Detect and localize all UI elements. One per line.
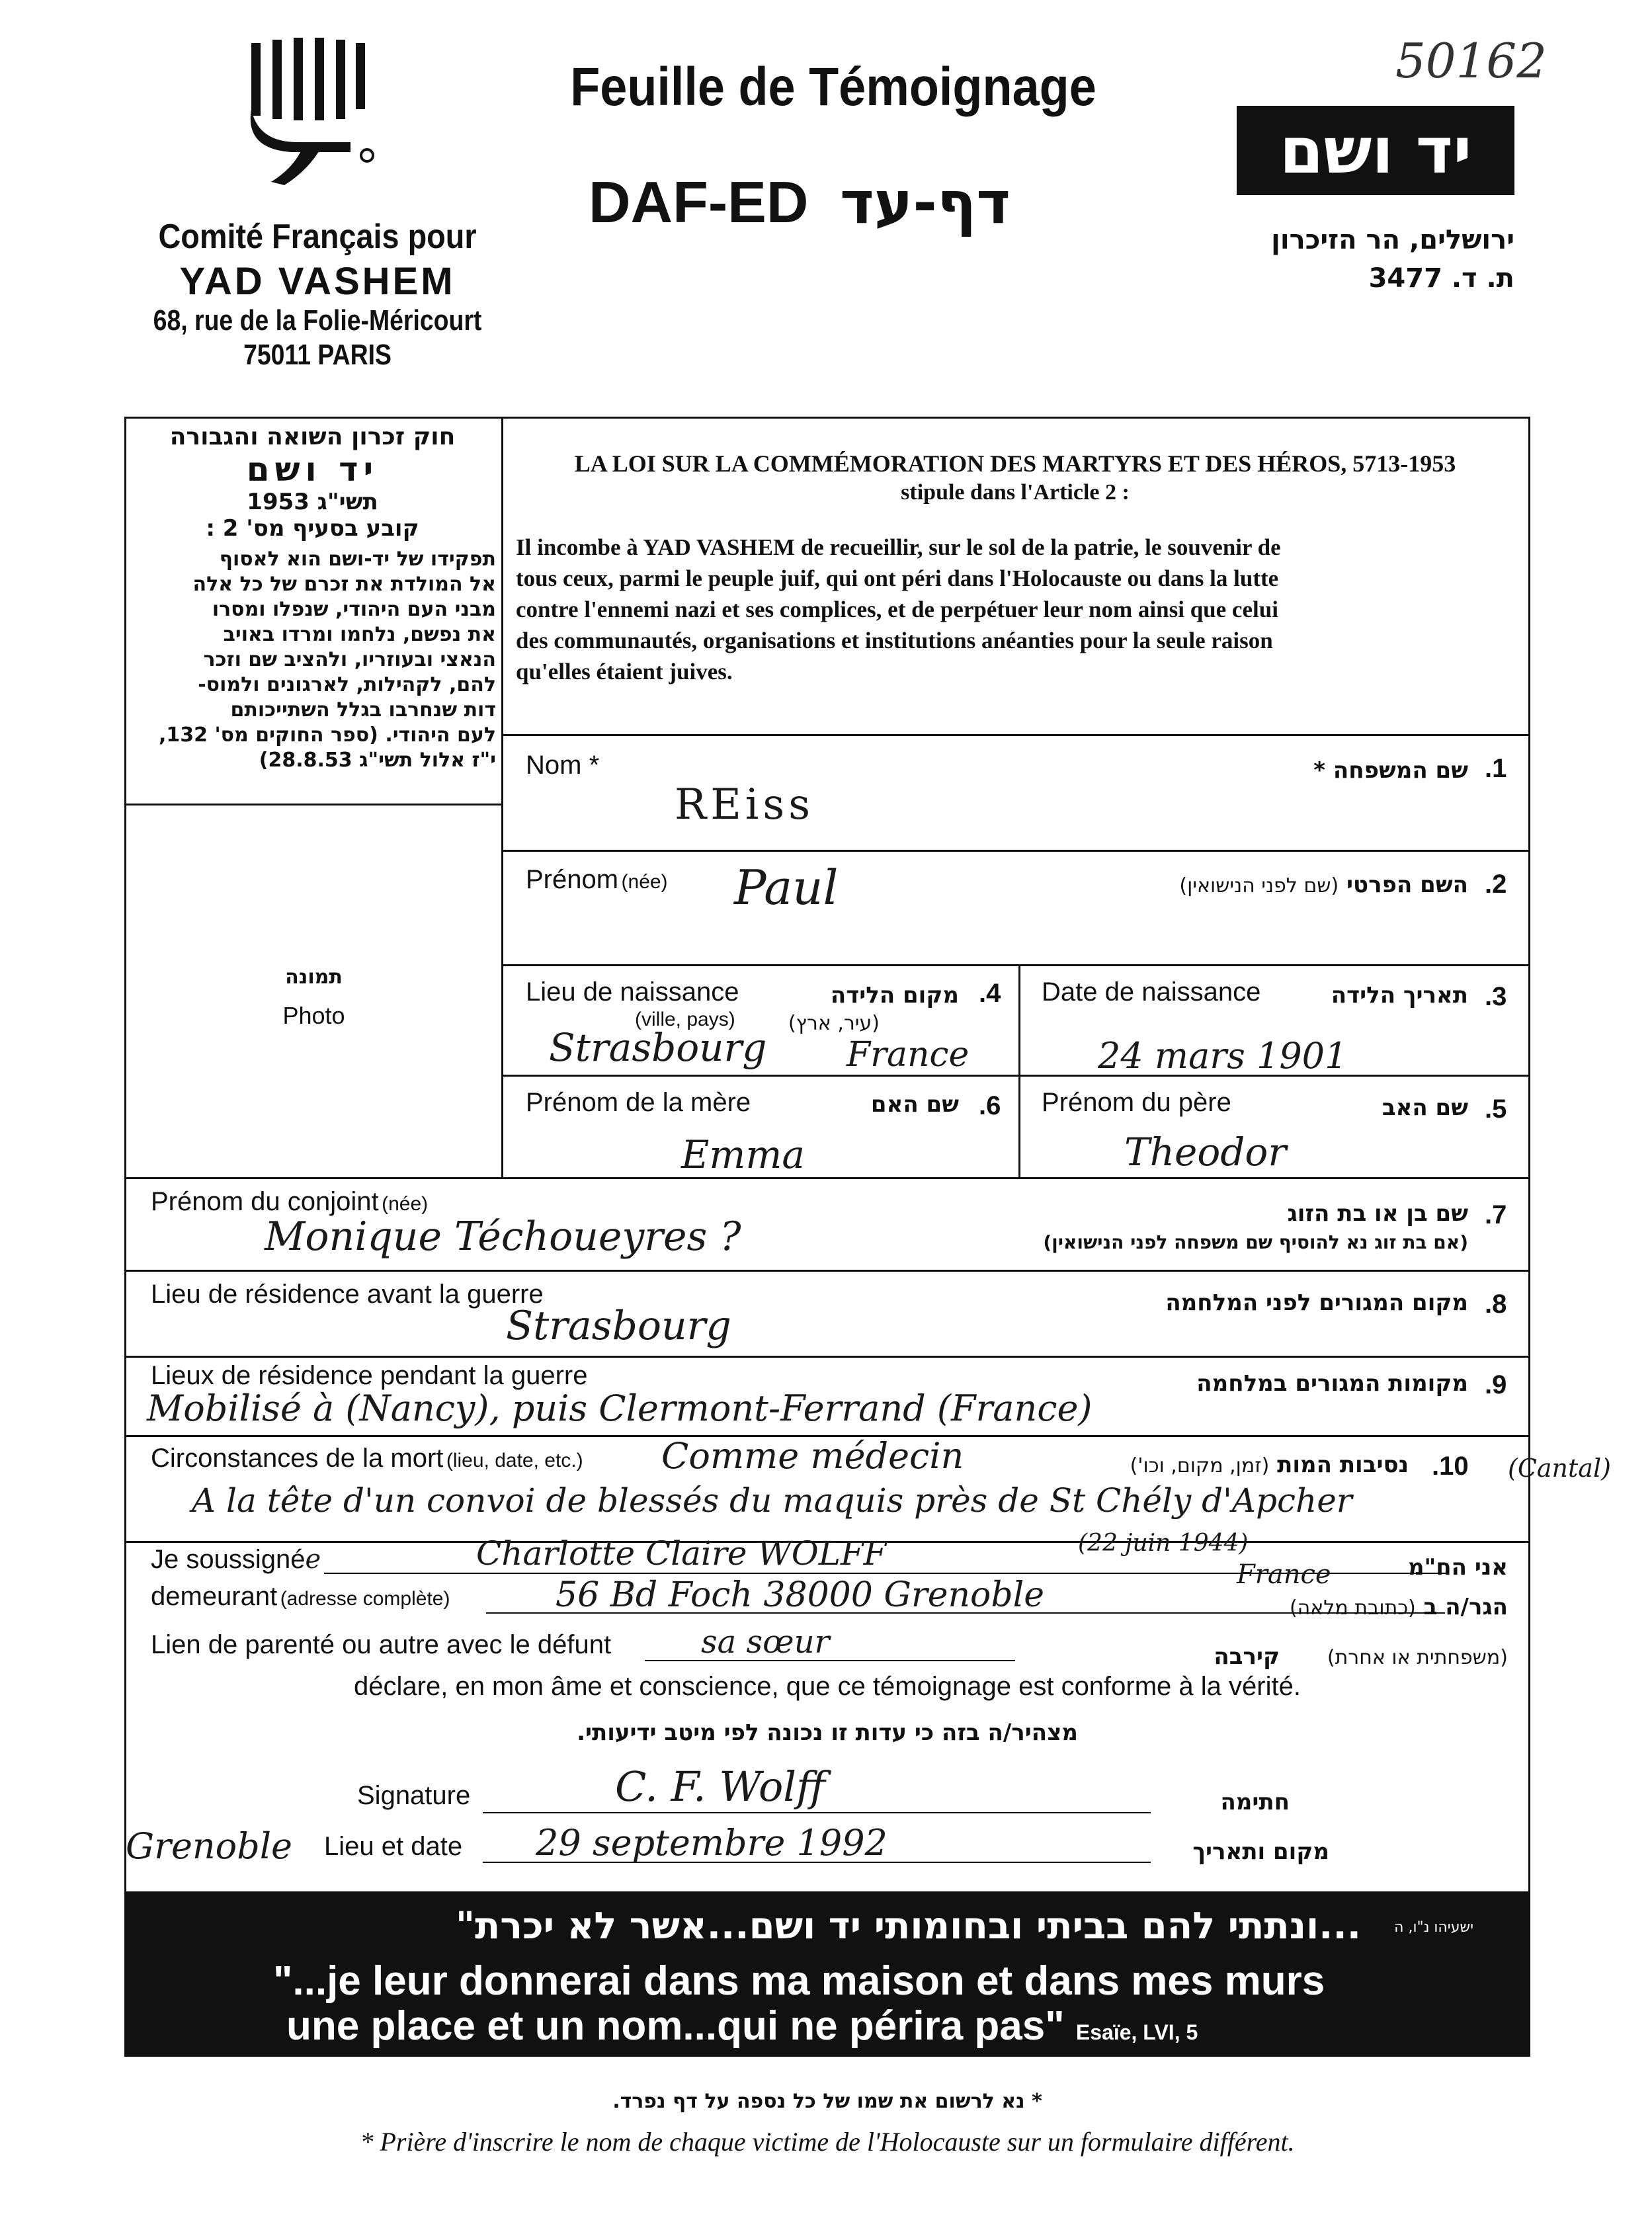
law-right-subtitle: stipule dans l'Article 2 : xyxy=(901,480,1130,505)
law-left-body-line: דות שנחרבו בגלל השתייכותם xyxy=(230,698,496,722)
conjoint-note: (née) xyxy=(382,1193,429,1215)
prenom-pere-value: Theodor xyxy=(1124,1130,1287,1175)
lien-value: sa sœur xyxy=(701,1624,830,1661)
conjoint-label-group xyxy=(151,1187,428,1217)
law-right-body-line: tous ceux, parmi le peuple juif, qui ont péri dans l'Holocauste ou dans la lutte xyxy=(516,565,1279,591)
date-naissance-number: .3 xyxy=(1485,982,1507,1011)
law-right-body-line: contre l'ennemi nazi et ses complices, et de perpétuer leur nom ainsi que celui xyxy=(516,597,1278,622)
circonstances-label: Circonstances de la mort xyxy=(151,1444,444,1473)
lieu-naissance-number: .4 xyxy=(979,979,1001,1008)
committee-address-street: 68, rue de la Folie-Méricourt xyxy=(153,304,482,337)
residence-avant-value: Strasbourg xyxy=(506,1303,731,1349)
law-right-title: LA LOI SUR LA COMMÉMORATION DES MARTYRS ET DES HÉROS, 5713-1953 xyxy=(574,450,1456,477)
footer-french: * Prière d'inscrire le nom de chaque victime de l'Holocauste sur un formulaire différent. xyxy=(360,2127,1295,2157)
law-left-body-line: אל המולדת את זכרם של כל אלה xyxy=(192,573,496,596)
law-right-body-line: des communautés, organisations et institutions anéanties pour la seule raison xyxy=(516,628,1273,653)
daf-ed-latin: DAF-ED xyxy=(589,169,809,235)
nom-number: .1 xyxy=(1485,754,1507,783)
conjoint-label-hebrew: שם בן או בת הזוג xyxy=(1287,1200,1468,1227)
signature-label: Signature xyxy=(357,1781,471,1810)
lieu-naissance-city-value: Strasbourg xyxy=(549,1025,767,1070)
nom-label-hebrew: שם המשפחה * xyxy=(1313,757,1468,784)
footer-hebrew: * נא לרשום את שמו של כל נספה על דף נפרד. xyxy=(612,2090,1042,2113)
residence-pendant-number: .9 xyxy=(1485,1370,1507,1399)
banner-french-line2-text: une place et un nom...qui ne périra pas" xyxy=(286,2003,1065,2049)
banner-french-line2 xyxy=(286,2003,1198,2049)
soussigne-label-hebrew: אני הח"מ xyxy=(1407,1554,1508,1581)
lieu-naissance-label-hebrew: מקום הלידה xyxy=(830,982,959,1009)
conjoint-number: .7 xyxy=(1485,1200,1507,1229)
prenom-number: .2 xyxy=(1485,870,1507,899)
date-naissance-label-hebrew: תאריך הלידה xyxy=(1331,982,1468,1009)
lieu-date-prefix: Grenoble xyxy=(126,1825,292,1867)
law-left-body-line: הנאצי ובעוזריו, ולהציב שם וזכר xyxy=(203,648,496,671)
signature-label-hebrew: חתימה xyxy=(1220,1789,1290,1815)
law-left-body-line: מבני העם היהודי, שנפלו ומסרו xyxy=(212,598,496,621)
law-left-line4: קובע בסעיף מס' 2 : xyxy=(206,515,419,542)
signature-value: C. F. Wolff xyxy=(615,1762,826,1811)
committee-address-city: 75011 PARIS xyxy=(243,339,392,371)
residence-avant-number: .8 xyxy=(1485,1290,1507,1319)
residence-avant-label-hebrew: מקום המגורים לפני המלחמה xyxy=(1165,1290,1468,1316)
demeurant-label-hebrew-note: (כתובת מלאה) xyxy=(1289,1596,1416,1620)
law-left-body-line: להם, לקהילות, לארגונים ולמוס- xyxy=(198,673,496,696)
jerusalem-address: ירושלים, הר הזיכרון xyxy=(1271,225,1514,255)
law-right-body-line: qu'elles étaient juives. xyxy=(516,659,733,684)
banner-hebrew: ...ונתתי להם בביתי ובחומותי יד ושם...אשר לא יכרת" xyxy=(455,1905,1361,1948)
demeurant-label-group xyxy=(151,1582,450,1612)
daf-ed-hebrew: דף-עד xyxy=(840,169,1011,237)
lien-label-hebrew-note: (משפחתית או אחרת) xyxy=(1327,1646,1508,1669)
banner-hebrew-ref: ישעיהו נ"ו, ה xyxy=(1394,1919,1473,1936)
lieu-naissance-country-value: France xyxy=(847,1035,970,1075)
prenom-label-hebrew-note: (שם לפני הנישואין) xyxy=(1179,874,1339,897)
committee-name: YAD VASHEM xyxy=(179,260,456,303)
prenom-pere-label-hebrew: שם האב xyxy=(1382,1094,1468,1121)
circonstances-label-hebrew-main: נסיבות המות xyxy=(1277,1452,1409,1478)
lien-label: Lien de parenté ou autre avec le défunt xyxy=(151,1630,612,1659)
lien-label-hebrew-main: קירבה xyxy=(1214,1643,1280,1670)
law-left-line3: תשי"ג 1953 xyxy=(247,489,378,515)
committee-line: Comité Français pour xyxy=(158,218,477,256)
prenom-pere-number: .5 xyxy=(1485,1094,1507,1124)
lieu-date-label-hebrew: מקום ותאריך xyxy=(1192,1838,1329,1865)
photo-label: Photo xyxy=(282,1002,345,1029)
hebrew-logo-text: יד ושם xyxy=(1279,113,1472,188)
demeurant-label-hebrew xyxy=(1230,1594,1508,1620)
lieu-date-label: Lieu et date xyxy=(324,1832,463,1861)
prenom-mere-label-hebrew: שם האם xyxy=(870,1091,959,1118)
lieu-naissance-sub-hebrew: (עיר, ארץ) xyxy=(788,1012,880,1035)
law-right-body-line: Il incombe à YAD VASHEM de recueillir, sur le sol de la patrie, le souvenir de xyxy=(516,534,1281,560)
lieu-naissance-label: Lieu de naissance xyxy=(526,977,739,1007)
law-left-line1: חוק זכרון השואה והגבורה xyxy=(169,423,456,450)
circonstances-label-hebrew xyxy=(1124,1452,1409,1478)
circonstances-note: (lieu, date, etc.) xyxy=(446,1450,583,1471)
soussigne-label-text: Je soussigné xyxy=(151,1545,306,1574)
circonstances-label-hebrew-note: (זמן, מקום, וכו') xyxy=(1130,1454,1270,1477)
circonstances-value-line1: Comme médecin xyxy=(661,1435,964,1477)
soussigne-value: Charlotte Claire WOLFF xyxy=(476,1534,887,1573)
prenom-label-hebrew-main: השם הפרטי xyxy=(1346,872,1468,898)
declaration-hebrew: מצהיר/ה בזה כי עדות זו נכונה לפי מיטב ידיעותי. xyxy=(577,1719,1078,1746)
law-left-line2: יד ושם xyxy=(246,450,379,489)
conjoint-note-hebrew: (אם בת זוג נא להוסיף שם משפחה לפני הנישואין) xyxy=(1043,1231,1468,1253)
form-title: Feuille de Témoignage xyxy=(570,57,1096,117)
prenom-mere-number: .6 xyxy=(979,1091,1001,1120)
photo-label-hebrew: תמונה xyxy=(285,966,343,989)
law-right-french xyxy=(516,450,1514,687)
declaration-french: déclare, en mon âme et conscience, que ce témoignage est conforme à la vérité. xyxy=(354,1672,1301,1701)
demeurant-value-country: France xyxy=(1237,1559,1331,1590)
date-naissance-value: 24 mars 1901 xyxy=(1098,1035,1348,1077)
law-left-body-line: תפקידו של יד-ושם הוא לאסוף xyxy=(219,548,496,571)
law-left-hebrew xyxy=(129,423,496,773)
date-naissance-label: Date de naissance xyxy=(1042,977,1261,1007)
law-left-body-line: לעם היהודי. (ספר החוקים מס' 132, xyxy=(159,723,496,747)
yad-vashem-menorah-logo xyxy=(245,36,377,188)
conjoint-value: Monique Téchoueyres ? xyxy=(265,1214,741,1260)
law-right-body xyxy=(516,532,1514,687)
prenom-value: Paul xyxy=(734,860,839,915)
po-box: ת. ד. 3477 xyxy=(1368,263,1514,294)
demeurant-label-hebrew-main: הגר/ה ב xyxy=(1423,1594,1508,1620)
nom-value: REiss xyxy=(675,780,815,829)
prenom-note: (née) xyxy=(621,871,668,893)
prenom-label: Prénom xyxy=(526,865,619,894)
law-left-body-line: י"ז אלול תשי"ג 28.8.53) xyxy=(259,749,496,772)
residence-pendant-label-hebrew: מקומות המגורים במלחמה xyxy=(1196,1370,1468,1397)
lien-label-hebrew xyxy=(1177,1643,1508,1670)
demeurant-note: (adresse complète) xyxy=(280,1588,450,1610)
prenom-pere-label: Prénom du père xyxy=(1042,1088,1231,1117)
lieu-naissance-sub: (ville, pays) xyxy=(635,1009,735,1030)
prenom-mere-value: Emma xyxy=(681,1132,805,1177)
soussigne-note: (22 juin 1944) xyxy=(1078,1530,1249,1557)
hebrew-logo-box xyxy=(1237,106,1514,195)
prenom-label-group xyxy=(526,865,668,895)
residence-avant-label: Lieu de résidence avant la guerre xyxy=(151,1280,544,1309)
law-left-body xyxy=(129,547,496,773)
circonstances-label-group xyxy=(151,1444,583,1473)
soussigne-label xyxy=(151,1544,321,1575)
prenom-label-hebrew xyxy=(992,872,1468,898)
demeurant-label: demeurant xyxy=(151,1582,278,1611)
nom-label: Nom * xyxy=(526,751,600,780)
banner-french-line1: "...je leur donnerai dans ma maison et dans mes murs xyxy=(273,1958,1325,2004)
residence-pendant-value: Mobilisé à (Nancy), puis Clermont-Ferrand (France) xyxy=(147,1387,1093,1429)
circonstances-value-line2: A la tête d'un convoi de blessés du maquis près de St Chély d'Apcher xyxy=(192,1481,1352,1520)
law-left-body-line: את נפשם, נלחמו ומרדו באויב xyxy=(223,623,496,646)
conjoint-label: Prénom du conjoint xyxy=(151,1187,379,1216)
circonstances-number: .10 xyxy=(1432,1452,1469,1481)
document-number: 50162 xyxy=(1395,33,1548,89)
lieu-date-value: 29 septembre 1992 xyxy=(536,1822,888,1864)
residence-pendant-label: Lieux de résidence pendant la guerre xyxy=(151,1361,588,1390)
isaiah-banner xyxy=(124,1891,1530,2057)
banner-french-ref: Esaïe, LVI, 5 xyxy=(1075,2020,1198,2044)
soussigne-suffix: e xyxy=(305,1544,321,1575)
circonstances-margin-note: (Cantal) xyxy=(1508,1454,1611,1483)
demeurant-value: 56 Bd Foch 38000 Grenoble xyxy=(556,1575,1045,1615)
prenom-mere-label: Prénom de la mère xyxy=(526,1088,751,1117)
